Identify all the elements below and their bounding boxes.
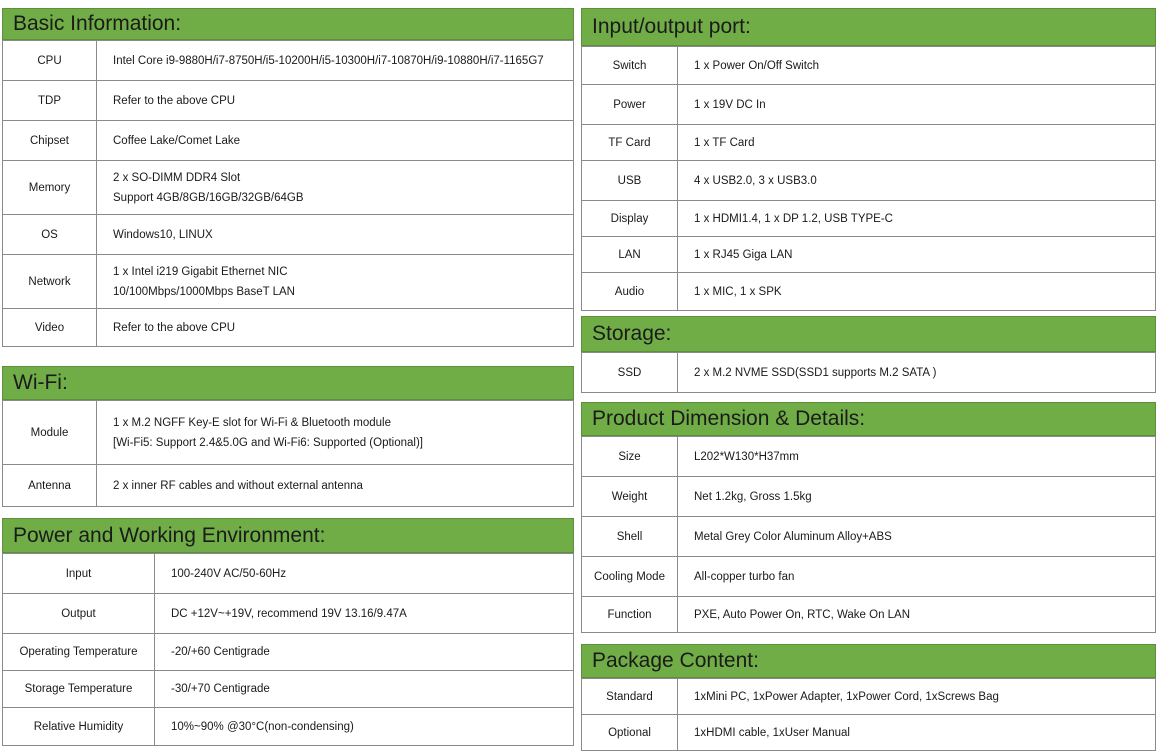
spec-value xyxy=(678,437,1156,477)
spec-label: Operating Temperature xyxy=(3,634,155,671)
table-row xyxy=(3,594,574,634)
wifi-section-title: Wi-Fi: xyxy=(2,366,574,400)
spec-value xyxy=(678,353,1156,393)
table-row xyxy=(582,715,1156,751)
table-row xyxy=(3,81,574,121)
dimension-section-title: Product Dimension & Details: xyxy=(581,402,1156,436)
spec-label: SSD xyxy=(582,353,678,393)
table-row xyxy=(3,255,574,309)
table-row xyxy=(582,517,1156,557)
dimension-spec-table xyxy=(581,436,1156,633)
spec-label: Antenna xyxy=(3,465,97,507)
spec-label: Network xyxy=(3,255,97,309)
spec-label: Input xyxy=(3,554,155,594)
spec-value xyxy=(678,679,1156,715)
spec-value xyxy=(678,517,1156,557)
spec-value-line: 100-240V AC/50-60Hz xyxy=(171,567,287,580)
spec-value xyxy=(678,161,1156,201)
spec-value-line: All-copper turbo fan xyxy=(694,570,795,583)
spec-value-line: 1 x MIC, 1 x SPK xyxy=(694,285,782,298)
spec-label: Display xyxy=(582,201,678,237)
spec-value-line: DC +12V~+19V, recommend 19V 13.16/9.47A xyxy=(171,607,407,620)
spec-value-line: 1 x Power On/Off Switch xyxy=(694,59,820,72)
spec-value-line: 2 x SO-DIMM DDR4 Slot xyxy=(113,171,241,184)
spec-value xyxy=(97,309,574,347)
spec-value xyxy=(97,121,574,161)
spec-label: LAN xyxy=(582,237,678,273)
storage-section xyxy=(581,316,1156,393)
power-spec-table xyxy=(2,553,574,746)
spec-label: TF Card xyxy=(582,125,678,161)
table-row xyxy=(582,201,1156,237)
table-row xyxy=(3,401,574,465)
spec-label: Audio xyxy=(582,273,678,311)
table-row xyxy=(3,554,574,594)
spec-value xyxy=(97,41,574,81)
spec-value-line: [Wi-Fi5: Support 2.4&5.0G and Wi-Fi6: Supported (Optional)] xyxy=(113,436,423,449)
spec-value-line: Windows10, LINUX xyxy=(113,228,213,241)
spec-value xyxy=(678,715,1156,751)
spec-label: Memory xyxy=(3,161,97,215)
spec-value xyxy=(678,47,1156,85)
table-row xyxy=(3,41,574,81)
table-row xyxy=(3,634,574,671)
spec-label: USB xyxy=(582,161,678,201)
spec-value xyxy=(155,554,574,594)
spec-value xyxy=(97,401,574,465)
spec-label: Module xyxy=(3,401,97,465)
spec-value xyxy=(97,255,574,309)
spec-label: Size xyxy=(582,437,678,477)
spec-value-line: Support 4GB/8GB/16GB/32GB/64GB xyxy=(113,191,304,204)
table-row xyxy=(582,353,1156,393)
table-row xyxy=(582,85,1156,125)
package-content-section xyxy=(581,644,1156,751)
table-row xyxy=(3,161,574,215)
spec-value xyxy=(97,81,574,121)
spec-label: Video xyxy=(3,309,97,347)
spec-value xyxy=(678,85,1156,125)
table-row xyxy=(582,47,1156,85)
storage-spec-table xyxy=(581,352,1156,393)
spec-value xyxy=(155,671,574,708)
spec-value-line: 1 x Intel i219 Gigabit Ethernet NIC xyxy=(113,265,288,278)
table-row xyxy=(582,557,1156,597)
spec-value-line: 1xHDMI cable, 1xUser Manual xyxy=(694,726,850,739)
spec-value-line: -20/+60 Centigrade xyxy=(171,646,270,658)
table-row xyxy=(582,237,1156,273)
table-row xyxy=(582,161,1156,201)
spec-label: OS xyxy=(3,215,97,255)
spec-value xyxy=(97,215,574,255)
spec-value-line: Metal Grey Color Aluminum Alloy+ABS xyxy=(694,530,892,543)
io-section-title: Input/output port: xyxy=(581,8,1156,46)
spec-label: Storage Temperature xyxy=(3,671,155,708)
spec-value-line: 1 x M.2 NGFF Key-E slot for Wi-Fi & Bluetooth module xyxy=(113,416,391,429)
io-port-section xyxy=(581,8,1156,311)
spec-value xyxy=(678,557,1156,597)
spec-value xyxy=(678,201,1156,237)
spec-value-line: 1 x HDMI1.4, 1 x DP 1.2, USB TYPE-C xyxy=(694,212,893,225)
spec-value xyxy=(97,161,574,215)
spec-label: Switch xyxy=(582,47,678,85)
spec-value-line: Refer to the above CPU xyxy=(113,321,236,334)
spec-value-line: 2 x M.2 NVME SSD(SSD1 supports M.2 SATA ) xyxy=(694,366,937,379)
spec-value-line: 10%~90% @30°C(non-condensing) xyxy=(171,720,354,733)
spec-value-line: 1xMini PC, 1xPower Adapter, 1xPower Cord, 1xScrews Bag xyxy=(694,690,999,703)
spec-value-line: Coffee Lake/Comet Lake xyxy=(113,134,241,147)
spec-value-line: L202*W130*H37mm xyxy=(694,450,799,463)
product-dimension-section xyxy=(581,402,1156,633)
package-section-title: Package Content: xyxy=(581,644,1156,678)
spec-label: Relative Humidity xyxy=(3,708,155,746)
spec-label: Output xyxy=(3,594,155,634)
power-environment-section xyxy=(2,518,574,746)
spec-value-line: Intel Core i9-9880H/i7-8750H/i5-10200H/i5-10300H/i7-10870H/i9-10880H/i7-1165G7 xyxy=(113,54,544,67)
spec-value-line: 4 x USB2.0, 3 x USB3.0 xyxy=(694,174,817,187)
basic-section-title: Basic Information: xyxy=(2,8,574,40)
spec-value xyxy=(678,237,1156,273)
io-spec-table xyxy=(581,46,1156,311)
spec-value xyxy=(97,465,574,507)
table-row xyxy=(582,125,1156,161)
table-row xyxy=(3,215,574,255)
spec-label: Standard xyxy=(582,679,678,715)
spec-value-line: -30/+70 Centigrade xyxy=(171,683,270,695)
package-spec-table xyxy=(581,678,1156,751)
power-section-title: Power and Working Environment: xyxy=(2,518,574,553)
spec-value-line: 1 x TF Card xyxy=(694,136,755,149)
table-row xyxy=(582,273,1156,311)
spec-value-line: PXE, Auto Power On, RTC, Wake On LAN xyxy=(694,608,911,621)
basic-information-section xyxy=(2,8,574,347)
spec-label: Weight xyxy=(582,477,678,517)
table-row xyxy=(3,465,574,507)
storage-section-title: Storage: xyxy=(581,316,1156,352)
spec-value-line: 2 x inner RF cables and without external antenna xyxy=(113,479,363,492)
spec-value xyxy=(155,708,574,746)
spec-label: Cooling Mode xyxy=(582,557,678,597)
spec-value xyxy=(678,125,1156,161)
spec-value xyxy=(678,477,1156,517)
basic-spec-table xyxy=(2,40,574,347)
spec-label: Power xyxy=(582,85,678,125)
spec-value-line: Refer to the above CPU xyxy=(113,94,236,107)
table-row xyxy=(3,671,574,708)
spec-label: Chipset xyxy=(3,121,97,161)
spec-value xyxy=(678,597,1156,633)
table-row xyxy=(582,679,1156,715)
spec-value xyxy=(155,634,574,671)
spec-value xyxy=(678,273,1156,311)
spec-label: Shell xyxy=(582,517,678,557)
table-row xyxy=(3,708,574,746)
spec-value-line: 1 x RJ45 Giga LAN xyxy=(694,248,793,261)
spec-label: TDP xyxy=(3,81,97,121)
wifi-section xyxy=(2,366,574,507)
wifi-spec-table xyxy=(2,400,574,507)
table-row xyxy=(582,437,1156,477)
spec-value-line: 10/100Mbps/1000Mbps BaseT LAN xyxy=(113,285,295,298)
table-row xyxy=(3,309,574,347)
table-row xyxy=(3,121,574,161)
spec-label: CPU xyxy=(3,41,97,81)
table-row xyxy=(582,477,1156,517)
spec-value-line: Net 1.2kg, Gross 1.5kg xyxy=(694,490,812,503)
spec-label: Function xyxy=(582,597,678,633)
spec-label: Optional xyxy=(582,715,678,751)
spec-value-line: 1 x 19V DC In xyxy=(694,98,766,111)
spec-value xyxy=(155,594,574,634)
table-row xyxy=(582,597,1156,633)
